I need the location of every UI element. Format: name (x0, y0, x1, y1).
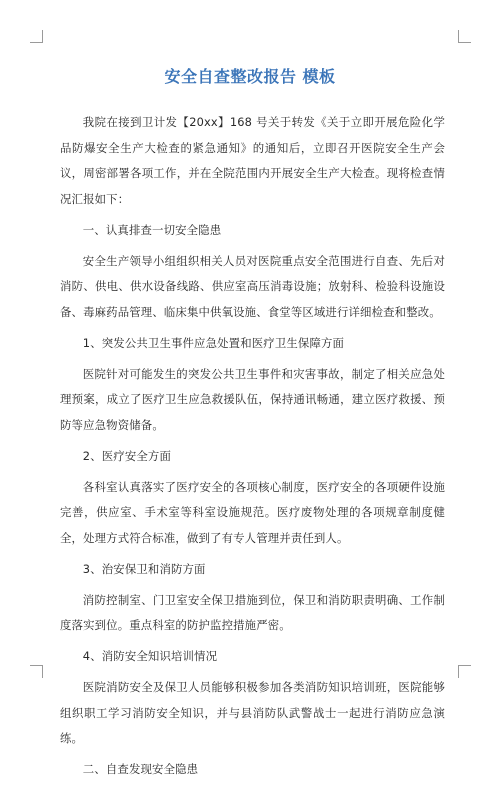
section-heading: 2、医疗安全方面 (82, 448, 171, 463)
paragraph: 医院消防安全及保卫人员能够积极参加各类消防知识培训班，医院能够组织职工学习消防安全知识，并与县消防队武警战士一起进行消防应急演练。 (60, 680, 445, 745)
section-heading: 二、自查发现安全隐患 (82, 762, 199, 776)
paragraph: 各科室认真落实了医疗安全的各项核心制度，医疗安全的各项硬件设施完善，供应室、手术室等科室设施规范。医疗废物处理的各项规章制度健全，处理方式符合标准，做到了有专人管理并责任到人。 (60, 479, 445, 545)
section-heading: 4、消防安全知识培训情况 (82, 649, 218, 663)
document-title: 安全自查整改报告 模板 (164, 67, 336, 86)
paragraph: 医院针对可能发生的突发公共卫生事件和灾害事故，制定了相关应急处理预案，成立了医疗卫生应急救援队伍，保持通讯畅通，建立医疗救援、预防等应急物资储备。 (60, 366, 445, 432)
document-body (60, 110, 445, 788)
paragraph: 安全生产领导小组组织相关人员对医院重点安全范围进行自查、先后对消防、供电、供水设备线路、供应室高压消毒设施；放射科、检验科设施设备、毒麻药品管理、临床集中供氧设施、食堂等区域进行详细检查和整改。 (60, 253, 445, 319)
crop-mark-bottom-right (458, 665, 471, 678)
section-heading: 一、认真排查一切安全隐患 (82, 222, 222, 237)
section-heading: 1、突发公共卫生事件应急处置和医疗卫生保障方面 (82, 335, 345, 350)
section-heading: 3、治安保卫和消防方面 (82, 561, 206, 576)
crop-mark-bottom-left (30, 665, 43, 678)
paragraph: 我院在接到卫计发【20xx】168 号关于转发《关于立即开展危险化学品防爆安全生产大检查的紧急通知》的通知后，立即召开医院安全生产会议，周密部署各项工作，并在全院范围内开展安全生产大检查。现将检查情况汇报如下： (60, 115, 445, 206)
crop-mark-top-left (30, 30, 43, 43)
crop-mark-top-right (458, 30, 471, 43)
paragraph: 消防控制室、门卫室安全保卫措施到位，保卫和消防职责明确、工作制度落实到位。重点科室的防护监控措施严密。 (60, 592, 445, 632)
